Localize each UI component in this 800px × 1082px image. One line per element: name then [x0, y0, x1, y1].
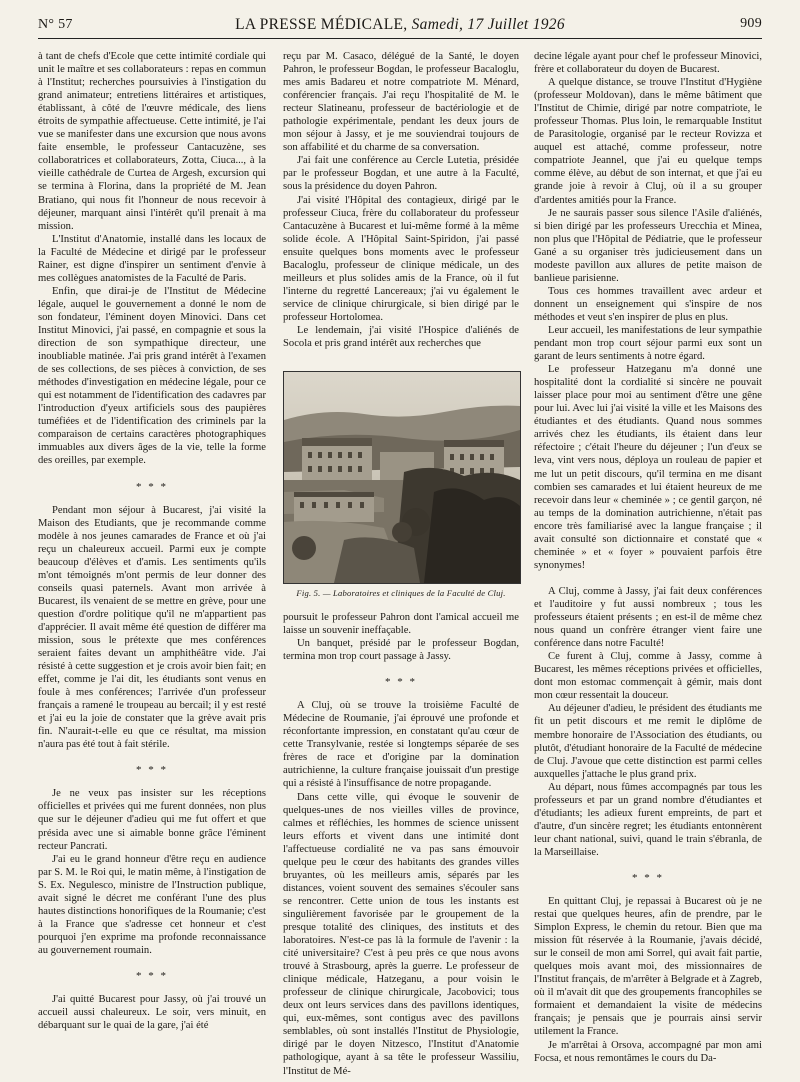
paragraph: reçu par M. Casaco, délégué de la Santé, le doyen Pahron, le professeur Bogdan, le professeur Bacaloglu, mes amis Badareu et notre compatriote M. Ménard, conférencier français. J'ai reçu l'hospitalité de M. le recteur Slatineanu, professeur de bactériologie et de pathologie expérimentale, pendant les deux jours de mon séjour à Jassy, et je me souviendrai toujours de son affabilité et du charme de sa conversation.	[283, 51, 519, 154]
page-header	[38, 14, 762, 36]
column-2-top	[283, 50, 519, 350]
figure-caption: Fig. 5. — Laboratoires et cliniques de la Faculté de Cluj.	[296, 588, 506, 598]
paragraph: J'ai eu le grand honneur d'être reçu en audience par S. M. le Roi qui, le matin même, à l'instigation de S. Ex. Negulesco, ministre de l'Instruction publique, avait signé le décret me conférant l'une des plus hautes distinctions honorifiques de la Roumanie; c'est à la France que s'adresse cet honneur et c'est pourquoi j'en exprime ma profonde reconnaissance au gouvernement roumain.	[38, 853, 266, 956]
section-separator: * * *	[136, 764, 168, 777]
column-3-bottom	[534, 585, 762, 1065]
paragraph: Je ne veux pas insister sur les réceptions officielles et privées qui me furent données, non plus que sur le déjeuner d'adieu qui me fut offert et que présida avec une si aimable bonne grâce l'éminent recteur Pancrati.	[38, 788, 266, 852]
paragraph: Enfin, que dirai-je de l'Institut de Médecine légale, auquel le gouvernement a donné le nom de son fondateur, l'éminent doyen Minovici. Dans cet Institut Minovici, j'ai passé, en compagnie et sous la direction de son sympathique directeur, une inoubliable matinée. J'ai pris grand intérêt à l'examen de ses collections, de ses pièces à conviction, de ses méthodes d'investigation en médecine légale, pour ce qui est notamment de l'identification des cadavres par l'introduction d'yeux artificiels sous des paupières tuméfiées et de l'identification des criminels par la comparaison de certains caractères photographiques immuables aux divers âges de la vie, telle la forme des oreilles, par exemple.	[38, 285, 266, 467]
paragraph: Dans cette ville, qui évoque le souvenir de quelques-unes de nos vieilles villes de province, calmes et réfléchies, les hommes de science unissent leurs efforts et vivent dans une intimité dont l'affectueuse cordialité ne va pas sans émouvoir quelque peu le cœur des habitants des grandes villes bruyantes, où les meilleurs amis, séparés par les distances, voient souvent des semaines s'écouler sans se rencontrer. Cette union de tous les instants est singulièrement favorisée par le groupement de la presque totalité des cliniques, des instituts et des laboratoires. N'est-ce pas là la formule de l'avenir : la cité universitaire? C'est à peu près ce que nous avons trouvé à Strasbourg, après la guerre. Le professeur de clinique médicale, Hatzeganu, a pour voisin le professeur de clinique chirurgicale, Jacobovici; tous deux ont leurs services dans des pavillons identiques, qui, eux-mêmes, sont contigus avec des pavillons semblables, où sont installés l'Institut de Physiologie, dirigé par le doyen Nitzesco, l'Institut d'Anatomie pathologique, ayant à sa tête le professeur Wassiliu, l'Institut de Mé-	[283, 791, 519, 1077]
paragraph: Tous ces hommes travaillent avec ardeur et donnent un enseignement qui s'inspire de nos méthodes et veut s'en inspirer de plus en plus.	[534, 285, 762, 323]
paragraph: J'ai visité l'Hôpital des contagieux, dirigé par le professeur Ciuca, frère du collaborateur du professeur Cantacuzène à Bucarest et lui-même formé à la même solide école. A l'Hôpital Saint-Spiridon, j'ai passé ensuite quelques bons moments avec le professeur Bacaloglu, professeur de clinique médicale, un des meilleurs et plus solides amis de la France, où il fut l'interne du regretté Lancereaux; j'ai vu également le service de clinique chirurgicale, si bien dirigé par le professeur Hortolomea.	[283, 194, 519, 323]
paragraph: J'ai fait une conférence au Cercle Lutetia, présidée par le professeur Bogdan, et une autre à la Faculté, sous la présidence du doyen Pahron.	[283, 155, 519, 193]
paragraph: à tant de chefs d'Ecole que cette intimité cordiale qui unit le maître et ses collaborateurs : repas en commun à l'Institut; recherches poursuivies à l'instigation du grand animateur; entretiens littéraires et artistiques, établissant, à côté de l'œuvre médicale, des liens étroits de sympathie affectueuse. Cette intimité, je l'ai vue se manifester dans une excursion que nous avons faite ensemble, le professeur Cantacuzène, ses collaboratrices et collaborateurs, Zotta, Ciuca..., à la vieille cathédrale de Curtea de Argesh, excursion qui se termina à Florina, dans la propriété de M. Jean Bratiano, qui nous fit l'honneur de nous recevoir à déjeuner, marquant ainsi l'intérêt qu'il prenait à ma mission.	[38, 51, 266, 232]
paragraph: Pendant mon séjour à Bucarest, j'ai visité la Maison des Etudiants, que je recommande comme modèle à nos jeunes camarades de France et où j'ai reçu un chaleureux accueil. Parmi eux je compte beaucoup d'élèves et d'amis. Les sentiments qu'ils m'ont témoignés m'ont permis de leur donner des conseils quasi paternels. Avant mon arrivée à Bucarest, ils venaient de se mettre en grève, pour une question d'ordre politique qu'il ne m'appartient pas d'apprécier. Il avait même été question de différer ma mission, sous le prétexte que mes conférences seraient faites devant un amphithéâtre vide. J'ai résisté à cette suggestion et je crois avoir bien fait; en effet, comme je l'ai dit, les étudiants sont venus en foule à mes conférences; l'arrivée d'un professeur français a ramené le troupeau au bercail; il y est resté et j'ai eu la joie de constater que la grève avait pris fin. N'aurait-t-elle eu que ce résultat, ma mission n'aura pas été tout à fait stérile.	[38, 504, 266, 751]
paragraph: Le lendemain, j'ai visité l'Hospice d'aliénés de Socola et pris grand intérêt aux recherches que	[283, 324, 519, 350]
paragraph: En quittant Cluj, je repassai à Bucarest où je ne restai que quelques heures, afin de prendre, par le Simplon Express, le chemin du retour. Bien que ma mission fût réservée à la Roumanie, j'avais décidé, sur le conseil de mon ami Sorrel, qui avait fait partie, quelques mois avant moi, des missionnaires de l'Institut français, de m'arrêter à Belgrade et à Zagreb, où il m'avait dit que des groupements francophiles se formaient et demandaient la visite de médecins français; je pensais que je pourrais ainsi servir utilement la France.	[534, 895, 762, 1038]
journal-name: LA PRESSE MÉDICALE,	[235, 16, 408, 33]
page-number: 909	[740, 16, 762, 31]
paragraph: Au déjeuner d'adieu, le président des étudiants me fit un petit discours et me remit le diplôme de membre honoraire de l'Association des étudiants, ou plutôt, d'étudiant honoraire de la Faculté de médecine de Cluj. J'avoue que cette distinction est parmi celles auxquelles j'attache le plus grand prix.	[534, 703, 762, 780]
paragraph: J'ai quitté Bucarest pour Jassy, où j'ai trouvé un accueil aussi chaleureux. Le soir, vers minuit, en débarquant sur le quai de la gare, j'ai été	[38, 994, 266, 1032]
paragraph: A quelque distance, se trouve l'Institut d'Hygiène (professeur Moldovan), dans le même bâtiment que l'Institut de Chimie, dirigé par notre compatriote, le professeur Thomas. Plus loin, le remarquable Institut de Parasitologie, organisé par le recteur Rovizza et auquel est attaché, comme professeur, notre compatriote Jeannel, que j'ai eu quelque temps comme élève, au début de son internat, et que j'ai eu grande joie à revoir à Cluj, où il a su grouper d'ardentes amitiés pour la France.	[534, 77, 762, 206]
section-separator: * * *	[632, 871, 664, 884]
header-rule	[38, 38, 762, 39]
column-1	[38, 50, 266, 1032]
column-2-bottom	[283, 611, 519, 1078]
column-3-top	[534, 50, 762, 572]
section-separator: * * *	[136, 480, 168, 493]
paragraph: Leur accueil, les manifestations de leur sympathie pendant mon trop court séjour parmi eux sont un garant de leurs sentiments à notre égard.	[534, 324, 762, 363]
paragraph: A Cluj, comme à Jassy, j'ai fait deux conférences et l'auditoire y fut aussi nombreux ; tous les professeurs étaient présents ; en est-il de même chez nous quand un confrère étranger vient faire une conférence dans notre Faculté!	[534, 586, 762, 650]
paragraph: decine légale ayant pour chef le professeur Minovici, frère et collaborateur du doyen de Bucarest.	[534, 51, 762, 76]
section-separator: * * *	[136, 970, 168, 982]
paragraph: Le professeur Hatzeganu m'a donné une hospitalité dont la cordialité si sincère ne pouvait laisser place pour moi au sentiment d'être une gêne pour lui. Avec lui j'ai visité la ville et les Maisons des étudiantes et des étudiants. Quand nous sommes arrivés chez les étudiants, ils étaient dans leur réfectoire ; c'était l'heure du déjeuner ; l'un d'eux se leva, vint vers nous, déploya un rouleau de papier et me lut un petit discours, qu'il termina en me disant combien ses camarades et lui étaient heureux de me recevoir dans leur « cheminée » ; ce gentil garçon, né au temps de la domination autrichienne, n'était pas encore très familiarisé avec la langue française ; il avait consulté son dictionnaire et constaté que « cheminée » et « foyer » pouvaient parfois être synonymes!	[534, 364, 762, 571]
paragraph: Un banquet, présidé par le professeur Bogdan, termina mon trop court passage à Jassy.	[283, 638, 519, 663]
paragraph: Je m'arrêtai à Orsova, accompagné par mon ami Focsa, et nous remontâmes le cours du Da-	[534, 1039, 762, 1064]
issue-number: N° 57	[38, 17, 73, 32]
paragraph: L'Institut d'Anatomie, installé dans les locaux de la Faculté de Médecine et dirigé par le professeur Rainer, est digne d'inspirer un sentiment d'envie à mes collègues anatomistes de la Faculté de Paris.	[38, 233, 266, 284]
section-separator: * * *	[385, 676, 417, 689]
paragraph: Ce furent à Cluj, comme à Jassy, comme à Bucarest, les mêmes réceptions privées et officielles, dont mon estomac commençait à gémir, mais dont mon cœur ressentait la douceur.	[534, 651, 762, 702]
journal-title	[38, 16, 762, 34]
paragraph: poursuit le professeur Pahron dont l'amical accueil me laisse un souvenir ineffaçable.	[283, 612, 519, 637]
cluj-faculty-photo	[284, 372, 520, 583]
issue-date: Samedi, 17 Juillet 1926	[411, 16, 565, 33]
paragraph: Je ne saurais passer sous silence l'Asile d'aliénés, si bien dirigé par les professeurs Urecchia et Minea, non plus que l'Hôpital de Pédiatrie, que le professeur Gané a su organiser très judicieusement dans un modeste pavillon aux allures de petite maison de banlieue parisienne.	[534, 207, 762, 284]
photo-figure	[283, 371, 521, 584]
paragraph: A Cluj, où se trouve la troisième Faculté de Médecine de Roumanie, j'ai éprouvé une profonde et réconfortante impression, en constatant qu'au cœur de cette Transylvanie, restée si longtemps séparée de ses frères de race et d'origine par la domination autrichienne, la culture française jouissait d'un prestige qui a résisté à l'insuffisance de notre propagande.	[283, 700, 519, 790]
paragraph: Au départ, nous fûmes accompagnés par tous les professeurs et par un grand nombre d'étudiantes et d'étudiants; les adieux furent empreints, de part et d'autre, d'un sincère regret; les étudiants entonnèrent leur chant national, suivi, quand le train s'ébranla, de la Marseillaise.	[534, 781, 762, 858]
